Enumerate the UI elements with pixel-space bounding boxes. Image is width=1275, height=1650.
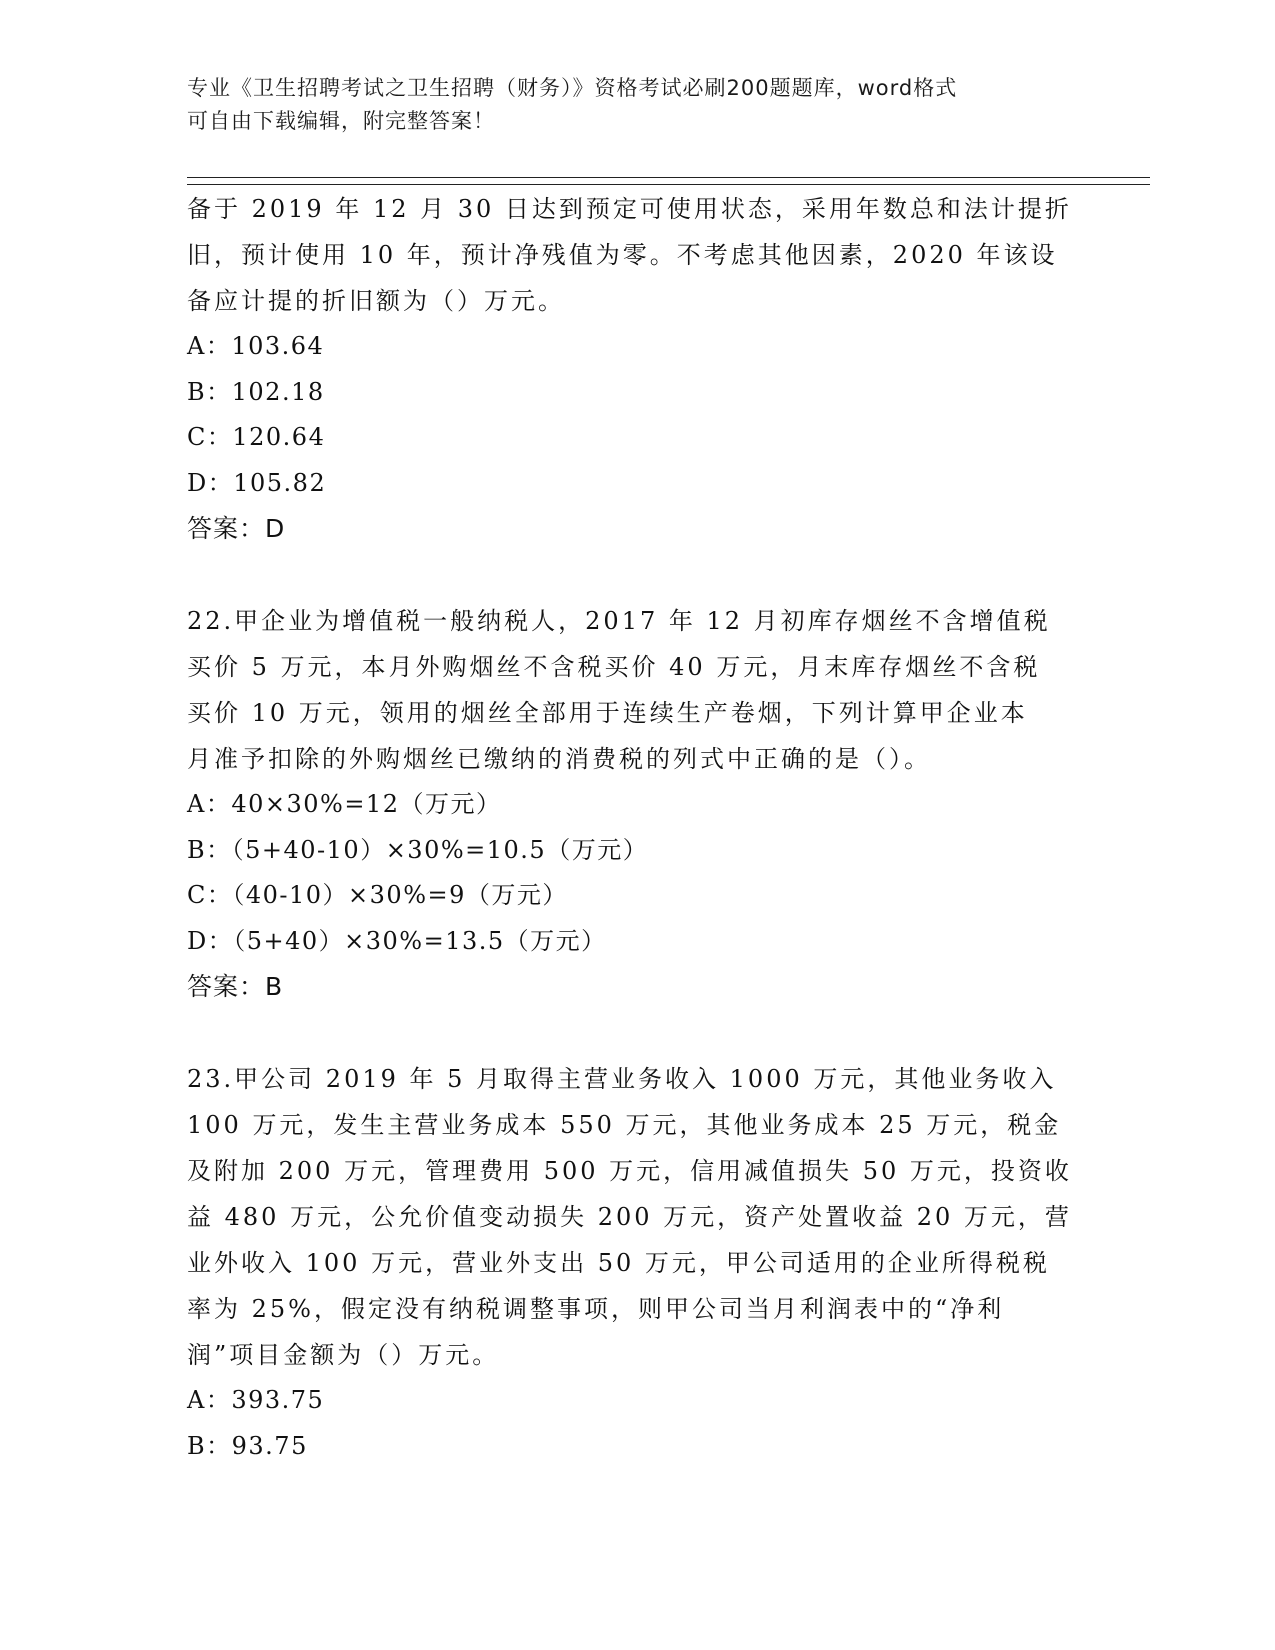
answer-line: 答案：B: [187, 972, 284, 1001]
question-stem-line: 备于 2019 年 12 月 30 日达到预定可使用状态，采用年数总和法计提折: [187, 195, 1072, 223]
question-stem-line: 22.甲企业为增值税一般纳税人，2017 年 12 月初库存烟丝不含增值税: [187, 607, 1051, 635]
option-b: B：（5+40-10）×30%=10.5（万元）: [187, 835, 649, 864]
question-stem-line: 率为 25%，假定没有纳税调整事项，则甲公司当月利润表中的“净利: [187, 1295, 1005, 1323]
question-stem-line: 益 480 万元，公允价值变动损失 200 万元，资产处置收益 20 万元，营: [187, 1203, 1072, 1231]
option-a: A：393.75: [187, 1386, 325, 1414]
spacer: [187, 1010, 1092, 1056]
question-stem-line: 润”项目金额为（）万元。: [187, 1341, 500, 1369]
question-stem-line: 及附加 200 万元，管理费用 500 万元，信用减值损失 50 万元，投资收: [187, 1157, 1072, 1185]
page-header: [187, 72, 1087, 138]
question-stem-line: 买价 10 万元，领用的烟丝全部用于连续生产卷烟，下列计算甲企业本: [187, 699, 1028, 727]
option-a: A：103.64: [187, 332, 325, 360]
option-c: C：120.64: [187, 423, 326, 451]
header-line-1: 专业《卫生招聘考试之卫生招聘（财务）》资格考试必刷200题题库，word格式: [187, 76, 958, 100]
question-stem-line: 100 万元，发生主营业务成本 550 万元，其他业务成本 25 万元，税金: [187, 1111, 1062, 1139]
question-stem-line: 23.甲公司 2019 年 5 月取得主营业务收入 1000 万元，其他业务收入: [187, 1065, 1057, 1093]
answer-line: 答案：D: [187, 514, 286, 543]
option-c: C：（40-10）×30%=9（万元）: [187, 881, 568, 909]
option-d: D：105.82: [187, 468, 327, 497]
question-stem-line: 备应计提的折旧额为（）万元。: [187, 287, 565, 315]
option-b: B：102.18: [187, 377, 325, 406]
question-21: [187, 186, 1092, 552]
question-22: [187, 598, 1092, 1010]
header-divider-top: [187, 177, 1150, 178]
spacer: [187, 552, 1092, 598]
header-divider-bottom: [187, 184, 1150, 185]
option-b: B：93.75: [187, 1431, 308, 1460]
header-line-2: 可自由下载编辑，附完整答案！: [187, 109, 495, 133]
document-body: [187, 186, 1092, 1469]
option-a: A：40×30%=12（万元）: [187, 790, 502, 818]
question-23: [187, 1056, 1092, 1469]
question-stem-line: 业外收入 100 万元，营业外支出 50 万元，甲公司适用的企业所得税税: [187, 1249, 1050, 1277]
question-stem-line: 月准予扣除的外购烟丝已缴纳的消费税的列式中正确的是（）。: [187, 745, 931, 773]
option-d: D：（5+40）×30%=13.5（万元）: [187, 926, 607, 955]
question-stem-line: 旧，预计使用 10 年，预计净残值为零。不考虑其他因素，2020 年该设: [187, 241, 1058, 269]
question-stem-line: 买价 5 万元，本月外购烟丝不含税买价 40 万元，月末库存烟丝不含税: [187, 653, 1041, 681]
